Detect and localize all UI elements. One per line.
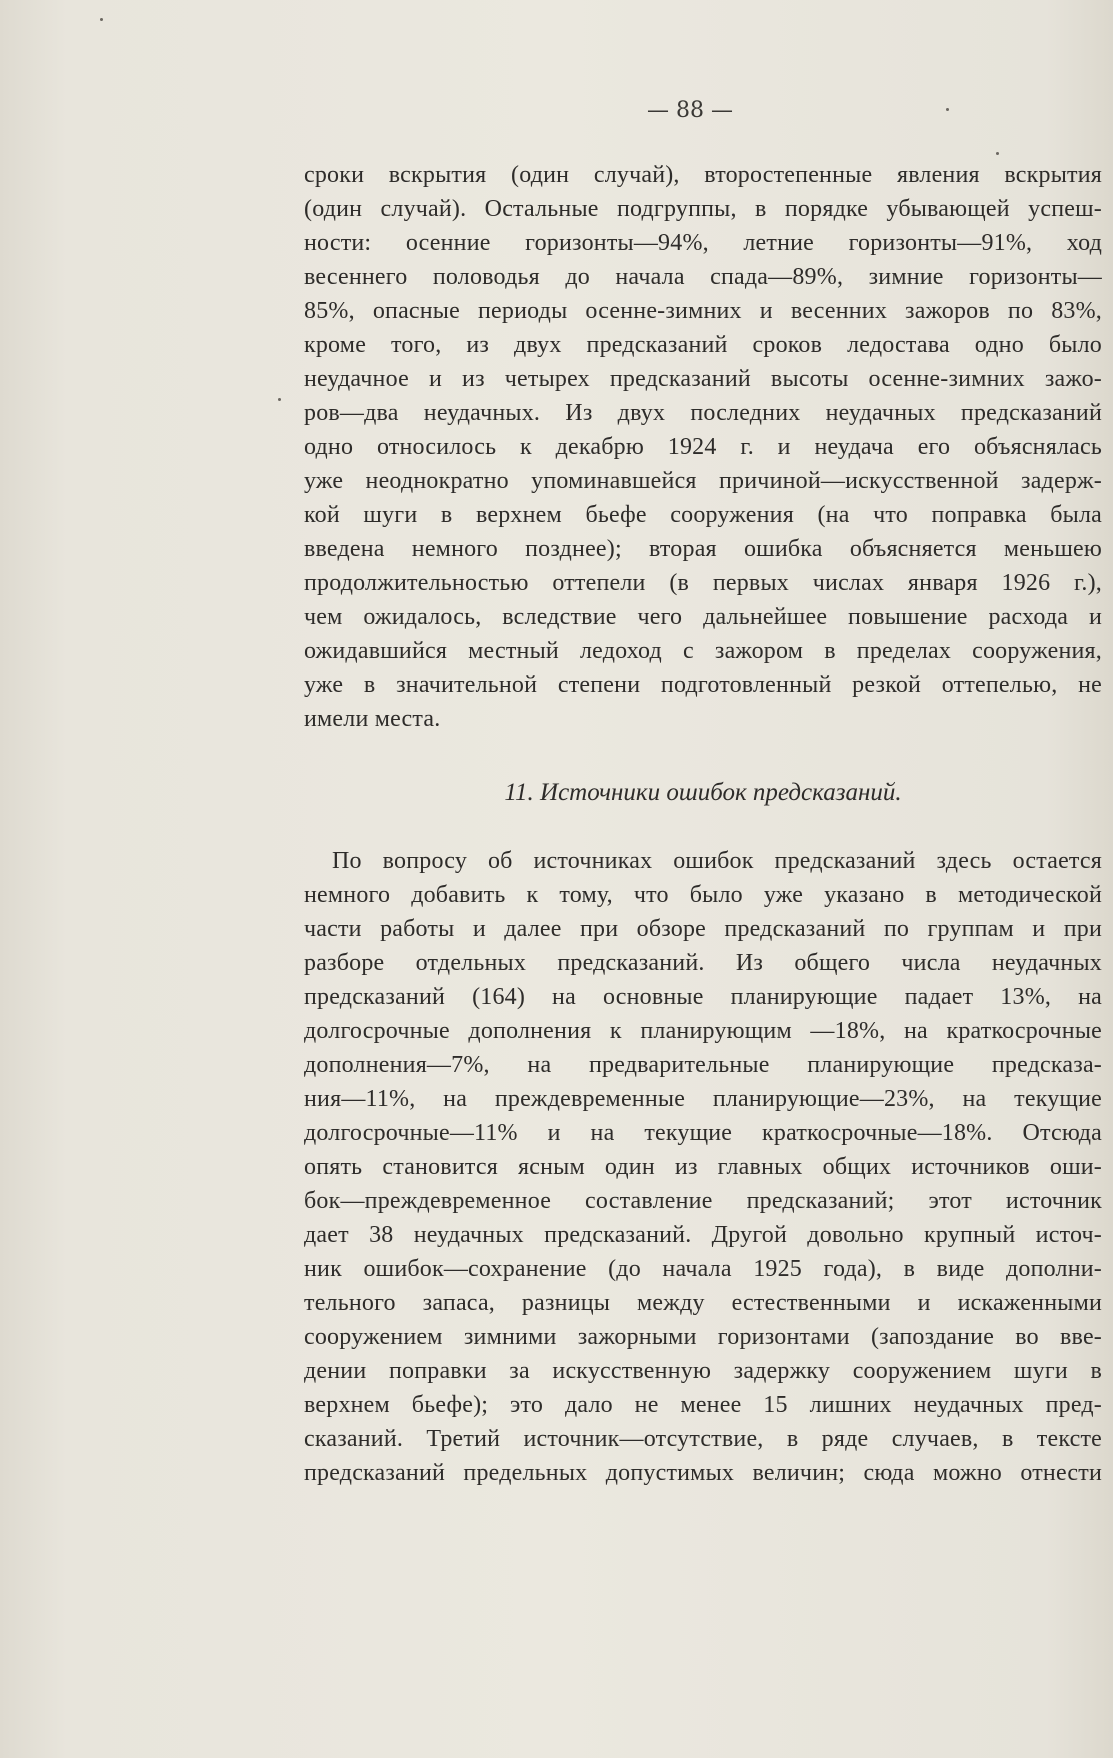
body-line: уже неоднократно упоминавшейся причиной—искусственной задерж- — [304, 468, 1102, 494]
body-line: бок—преждевременное составление предсказаний; этот источник — [304, 1188, 1102, 1214]
body-line: одно относилось к декабрю 1924 г. и неудача его объяснялась — [304, 434, 1102, 460]
body-line: предсказаний предельных допустимых величин; сюда можно отнести — [304, 1460, 1102, 1486]
body-line: немного добавить к тому, что было уже указано в методической — [304, 882, 1102, 908]
body-line: уже в значительной степени подготовленный резкой оттепелью, не — [304, 672, 1102, 698]
body-line: дает 38 неудачных предсказаний. Другой довольно крупный источ- — [304, 1222, 1102, 1248]
body-line: кроме того, из двух предсказаний сроков ледостава одно было — [304, 332, 1102, 358]
body-line: дении поправки за искусственную задержку сооружением шуги в — [304, 1358, 1102, 1384]
body-line: (один случай). Остальные подгруппы, в порядке убывающей успеш- — [304, 196, 1102, 222]
body-line: ник ошибок—сохранение (до начала 1925 года), в виде дополни- — [304, 1256, 1102, 1282]
body-line: имели места. — [304, 706, 441, 732]
body-line: долгосрочные дополнения к планирующим —18%, на краткосрочные — [304, 1018, 1102, 1044]
body-line: ров—два неудачных. Из двух последних неудачных предсказаний — [304, 400, 1102, 426]
body-line: сооружением зимними зажорными горизонтами (запоздание во вве- — [304, 1324, 1102, 1350]
body-line: продолжительностью оттепели (в первых числах января 1926 г.), — [304, 570, 1102, 596]
body-line: верхнем бьефе); это дало не менее 15 лишних неудачных пред- — [304, 1392, 1102, 1418]
body-line: весеннего половодья до начала спада—89%, зимние горизонты— — [304, 264, 1102, 290]
body-line: неудачное и из четырех предсказаний высоты осенне-зимних зажо- — [304, 366, 1102, 392]
body-line: ности: осенние горизонты—94%, летние горизонты—91%, ход — [304, 230, 1102, 256]
body-line: чем ожидалось, вследствие чего дальнейшее повышение расхода и — [304, 604, 1102, 630]
body-line: сроки вскрытия (один случай), второстепенные явления вскрытия — [304, 162, 1102, 188]
body-line: введена немного позднее); вторая ошибка объясняется меньшею — [304, 536, 1102, 562]
body-line: 85%, опасные периоды осенне-зимних и весенних зажоров по 83%, — [304, 298, 1102, 324]
body-line: дополнения—7%, на предварительные планирующие предсказа- — [304, 1052, 1102, 1078]
body-line: опять становится ясным один из главных общих источников оши- — [304, 1154, 1102, 1180]
body-line: части работы и далее при обзоре предсказаний по группам и при — [304, 916, 1102, 942]
body-line: По вопросу об источниках ошибок предсказаний здесь остается — [332, 848, 1102, 874]
body-line: тельного запаса, разницы между естественными и искаженными — [304, 1290, 1102, 1316]
body-line: долгосрочные—11% и на текущие краткосрочные—18%. Отсюда — [304, 1120, 1102, 1146]
page-number: — 88 — — [647, 98, 733, 123]
body-line: предсказаний (164) на основные планирующие падает 13%, на — [304, 984, 1102, 1010]
section-heading: 11. Источники ошибок предсказаний. — [504, 779, 902, 806]
body-line: кой шуги в верхнем бьефе сооружения (на что поправка была — [304, 502, 1102, 528]
body-line: разборе отдельных предсказаний. Из общего числа неудачных — [304, 950, 1102, 976]
body-line: сказаний. Третий источник—отсутствие, в ряде случаев, в тексте — [304, 1426, 1102, 1452]
body-line: ожидавшийся местный ледоход с зажором в пределах сооружения, — [304, 638, 1102, 664]
body-line: ния—11%, на преждевременные планирующие—23%, на текущие — [304, 1086, 1102, 1112]
